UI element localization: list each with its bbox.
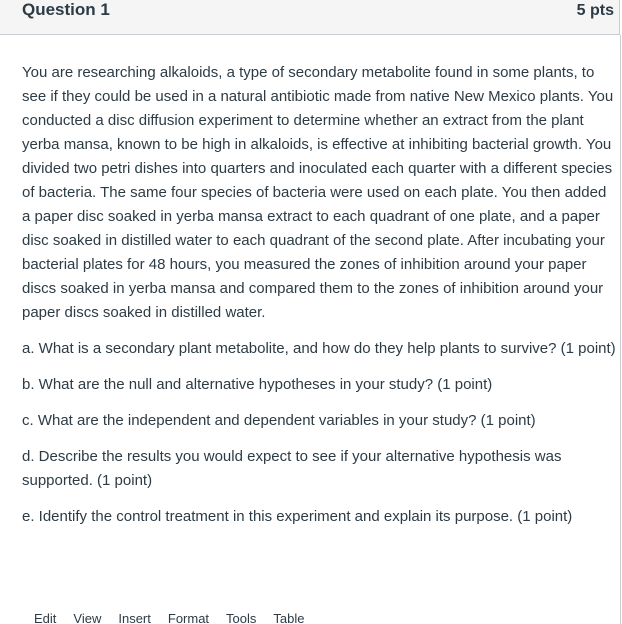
question-border xyxy=(620,35,621,624)
editor-menubar xyxy=(34,611,321,624)
question-points: 5 pts xyxy=(576,2,614,19)
question-part-e: e. Identify the control treatment in this experiment and explain its purpose. (1 point) xyxy=(22,508,573,525)
menu-view[interactable]: View xyxy=(73,611,102,624)
question-title: Question 1 xyxy=(22,0,110,19)
question-body xyxy=(22,61,618,541)
question-header xyxy=(0,0,620,35)
menu-insert[interactable]: Insert xyxy=(118,611,151,624)
question-part-d: d. Describe the results you would expect to see if your alternative hypothesis was supported. (1 point) xyxy=(22,448,562,489)
menu-tools[interactable]: Tools xyxy=(226,611,257,624)
question-part-b: b. What are the null and alternative hypotheses in your study? (1 point) xyxy=(22,376,493,393)
menu-edit[interactable]: Edit xyxy=(34,611,57,624)
question-intro: You are researching alkaloids, a type of secondary metabolite found in some plants, to see if they could be used in a natural antibiotic made from native New Mexico plants. You conducted a disc diffusion experiment to determine whether an extract from the plant yerba mansa, known to be high in alkaloids, is effective at inhibiting bacterial growth. You divided two petri dishes into quarters and inoculated each quarter with a different species of bacteria. The same four species of bacteria were used on each plate. You then added a paper disc soaked in yerba mansa extract to each quadrant of one plate, and a paper disc soaked in distilled water to each quadrant of the second plate. After incubating your bacterial plates for 48 hours, you measured the zones of inhibition around your paper discs soaked in yerba mansa and compared them to the zones of inhibition around your paper discs soaked in distilled water. xyxy=(22,64,614,321)
question-part-a: a. What is a secondary plant metabolite, and how do they help plants to survive? (1 point) xyxy=(22,340,616,357)
menu-table[interactable]: Table xyxy=(273,611,305,624)
menu-format[interactable]: Format xyxy=(167,611,210,624)
question-part-c: c. What are the independent and dependent variables in your study? (1 point) xyxy=(22,412,536,429)
